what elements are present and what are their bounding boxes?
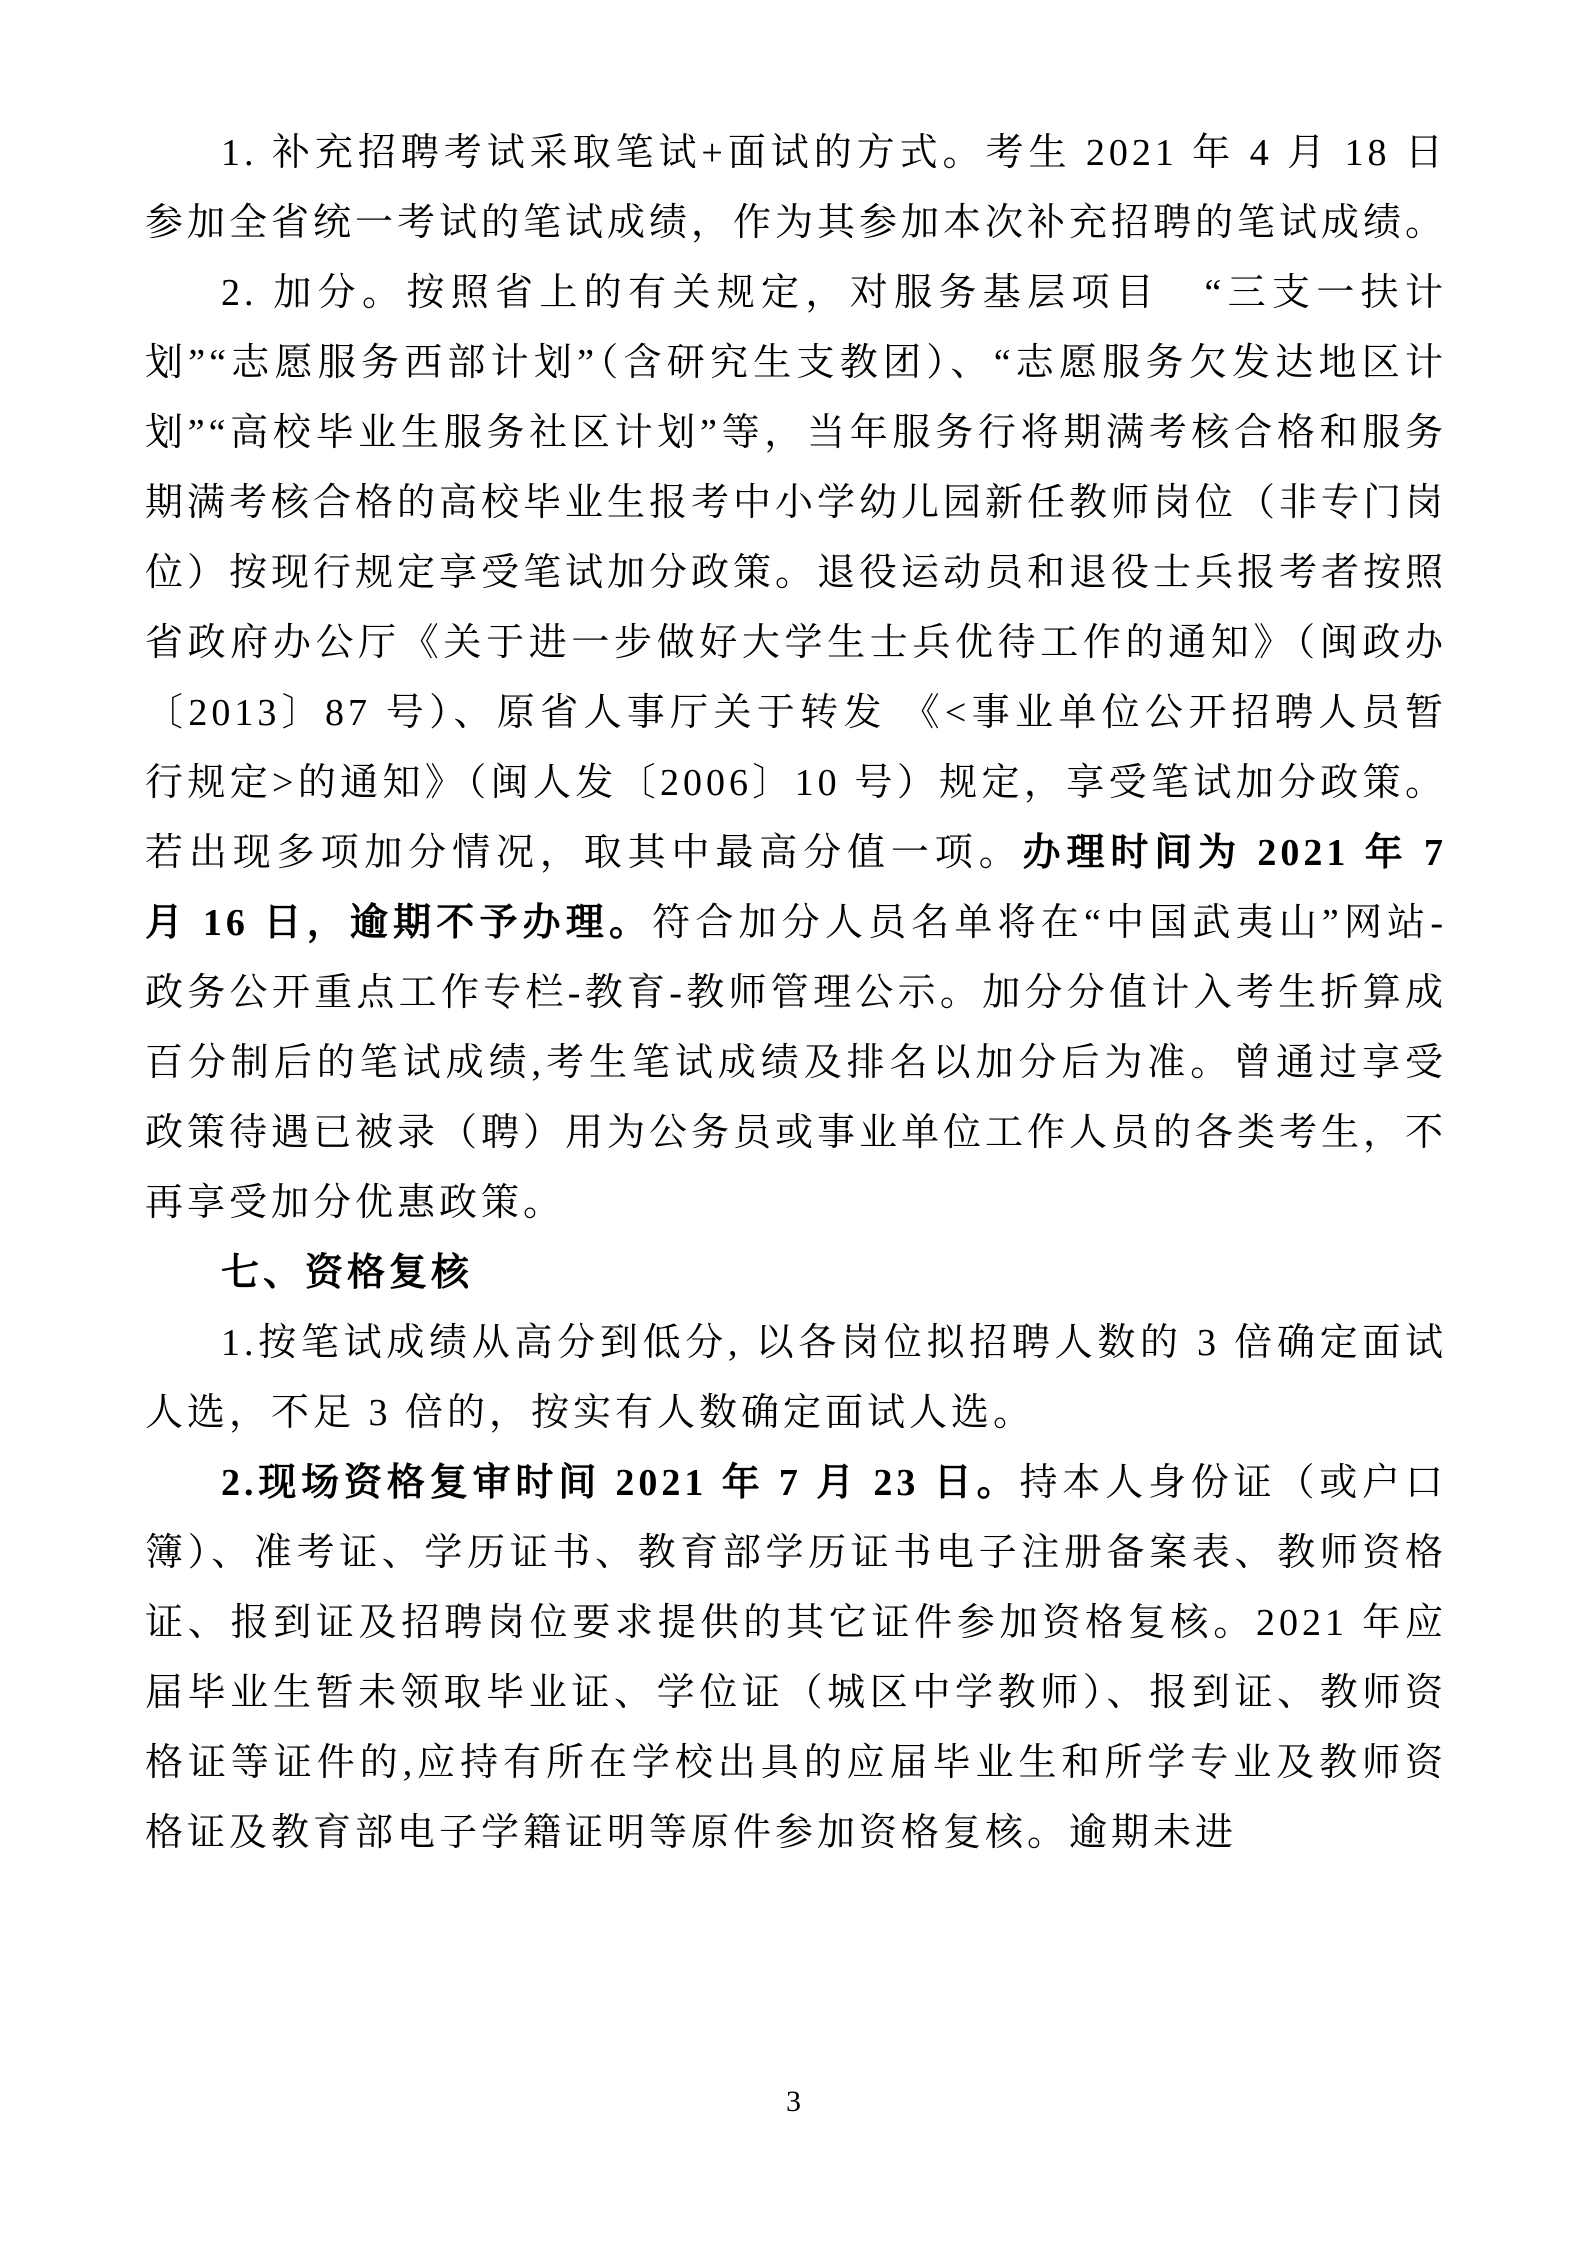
bonus-points-deadline-bold: 办理时间为 2021 年 7 月 16 日，逾期不予办理。 [145, 832, 1447, 944]
section-heading-qualification-review: 七、资格复核 [221, 1252, 474, 1294]
onsite-review-run-2: 持本人身份证（或户口簿）、准考证、学历证书、教育部学历证书电子注册备案表、教师资格证、报到证及招聘岗位要求提供的其它证件参加资格复核。2021 年应届毕业生暂未领取毕业证、学位证（城区中学教师）、报到证、教师资格证等证件的,应持有所在学校出具的应届毕业生和所学专业及教师资格证及教育部电子学籍证明等原件参加资格复核。逾期未进 [145, 1462, 1447, 1854]
bonus-points-run-3: 符合加分人员名单将在“中国武夷山”网站-政务公开重点工作专栏-教育-教师管理公示。加分分值计入考生折算成百分制后的笔试成绩,考生笔试成绩及排名以加分后为准。曾通过享受政策待遇已被录（聘）用为公务员或事业单位工作人员的各类考生，不再享受加分优惠政策。 [145, 902, 1448, 1224]
paragraph-bonus-points [145, 258, 1447, 1238]
document-body [145, 118, 1447, 1868]
paragraph-exam-method [145, 118, 1447, 258]
page-number: 3 [786, 2085, 801, 2118]
bonus-points-run-1: 2. 加分。按照省上的有关规定，对服务基层项目 “三支一扶计划”“志愿服务西部计划”（含研究生支教团）、“志愿服务欠发达地区计划”“高校毕业生服务社区计划”等，当年服务行将期满考核合格和服务期满考核合格的高校毕业生报考中小学幼儿园新任教师岗位（非专门岗位）按现行规定享受笔试加分政策。退役运动员和退役士兵报考者按照省政府办公厅《关于进一步做好大学生士兵优待工作的通知》（闽政办〔2013〕87 号）、原省人事厅关于转发 《<事业单位公开招聘人员暂行规定>的通知》（闽人发〔2006〕10 号）规定，享受笔试加分政策。若出现多项加分情况，取其中最高分值一项。 [145, 272, 1448, 874]
paragraph-onsite-review [145, 1448, 1447, 1868]
onsite-review-date-bold: 2.现场资格复审时间 2021 年 7 月 23 日。 [221, 1462, 1020, 1504]
paragraph-interview-candidates [145, 1308, 1447, 1448]
paragraph-exam-method-text: 1. 补充招聘考试采取笔试+面试的方式。考生 2021 年 4 月 18 日参加全省统一考试的笔试成绩，作为其参加本次补充招聘的笔试成绩。 [145, 132, 1448, 244]
paragraph-interview-candidates-text: 1.按笔试成绩从高分到低分, 以各岗位拟招聘人数的 3 倍确定面试人选，不足 3 倍的，按实有人数确定面试人选。 [145, 1322, 1447, 1434]
